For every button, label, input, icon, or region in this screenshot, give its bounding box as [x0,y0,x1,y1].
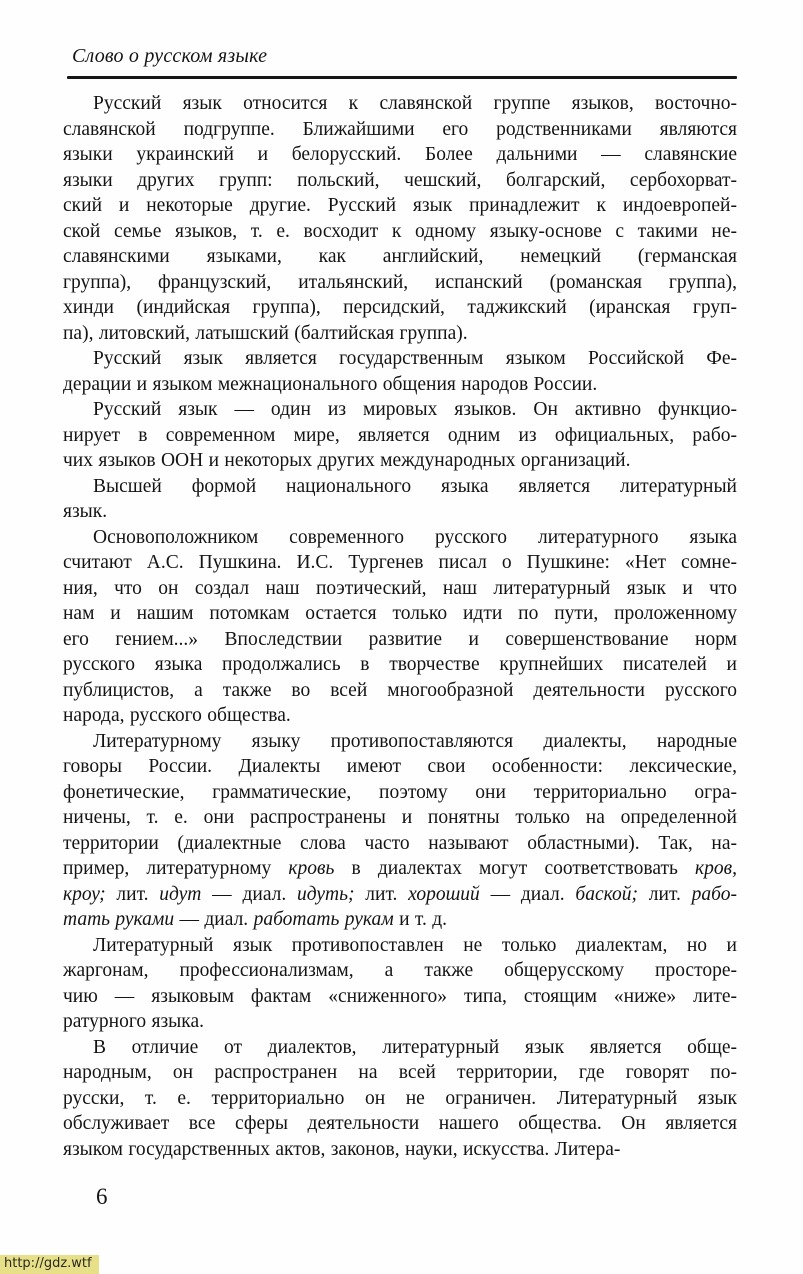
text-line [63,448,737,474]
text-line [63,1035,737,1061]
text-line [63,270,737,296]
text-line [63,168,737,194]
text-line [63,499,737,525]
italic-run: тать руками [63,909,175,930]
italic-run: баской; [575,883,639,905]
text-run: В отличие от диалектов, литературный язык является обще- [93,1036,737,1058]
text-run: чию — языковым фактам «сниженного» типа, стоящим «ниже» лите- [63,985,737,1007]
text-line [63,1009,737,1035]
text-line [63,117,737,143]
text-run: русски, т. е. территориально он не ограничен. Литературный язык [63,1087,737,1109]
text-line [63,295,737,321]
text-run: славянскими языками, как английский, немецкий (германская [63,246,737,267]
italic-run: кровь [288,858,335,879]
italic-run: работать рукам [253,909,394,930]
text-line [63,1111,737,1137]
text-run: — диал. [479,883,576,905]
paragraph [63,1035,737,1163]
text-line [63,193,737,219]
text-run: па), литовский, латышский (балтийская группа). [63,322,468,344]
paragraph [63,933,737,1035]
text-run: Литературному языку противопоставляются диалекты, народные [93,730,737,752]
text-run: ния, что он создал наш поэтический, наш литературный язык и что [63,577,737,599]
text-line [63,550,737,576]
text-line [63,321,737,347]
text-run: нам и нашим потомкам остается только идти по пути, проложенному [63,603,737,624]
text-run: лит. [105,883,160,905]
text-line [63,729,737,755]
paragraph [63,397,737,474]
text-run: пример, литературному [63,858,289,879]
text-run: славянской подгруппе. Ближайшими его родственниками являются [63,118,737,140]
text-run: ничены, т. е. они распространены и понятны только на определенной [63,807,737,828]
text-line [63,142,737,168]
text-run: считают А.С. Пушкина. И.С. Тургенев писал о Пушкине: «Нет сомне- [63,552,737,573]
text-run: дерации и языком межнационального общения народов России. [63,373,598,395]
text-line [63,831,737,857]
paragraph [63,525,737,729]
text-line [63,1137,737,1163]
text-run: языки других групп: польский, чешский, болгарский, сербохорват- [63,169,737,191]
page-number: 6 [96,1184,108,1209]
text-line [63,1060,737,1086]
paragraph [63,91,737,346]
text-line [63,805,737,831]
text-run: чих языков ООН и некоторых других международных организаций. [63,450,631,471]
paragraph [63,346,737,397]
text-run: в диалектах могут соответствовать [334,858,696,879]
text-line [63,933,737,959]
text-line [63,882,737,908]
text-run: Русский язык относится к славянской группе языков, восточно- [93,93,737,114]
text-line [63,1086,737,1112]
text-run: хинди (индийская группа), персидский, таджикский (иранская груп- [63,297,737,318]
page-body [63,91,737,1162]
text-line [63,754,737,780]
italic-run: кроу; [63,883,106,905]
text-run: ский и некоторые другие. Русский язык принадлежит к индоевропей- [63,195,737,216]
text-line [63,372,737,398]
text-line [63,474,737,500]
text-line [63,576,737,602]
text-run: народа, русского общества. [63,705,291,726]
text-line [63,856,737,882]
text-run: лит. [354,883,409,905]
text-run: обслуживает все сферы деятельности нашего общества. Он является [63,1113,737,1134]
text-line [63,958,737,984]
text-run: нирует в современном мире, является одним из официальных, рабо- [63,424,737,446]
text-run: публицистов, а также во всей многообразной деятельности русского [63,679,737,701]
italic-run: идут [159,883,202,905]
text-line [63,397,737,423]
text-run: территории (диалектные слова часто называют областными). Так, на- [63,832,737,854]
text-line [63,780,737,806]
text-line [63,627,737,653]
italic-run: хороший [408,883,480,905]
running-head-title: Слово о русском языке [72,45,268,67]
text-line [63,423,737,449]
text-run: Литературный язык противопоставлен не только диалектам, но и [93,934,737,956]
text-run: языки украинский и белорусский. Более дальними — славянские [63,144,737,165]
text-run: русского языка продолжались в творчестве крупнейших писателей и [63,654,737,675]
text-line [63,525,737,551]
paragraph [63,474,737,525]
text-line [63,652,737,678]
text-run: народным, он распространен на всей территории, где говорят по- [63,1062,737,1083]
watermark-url: http://gdz.wtf [0,1255,99,1274]
text-line [63,91,737,117]
text-run: Высшей формой национального языка является литературный [93,475,737,497]
text-line [63,984,737,1010]
text-line [63,703,737,729]
text-run: говоры России. Диалекты имеют свои особенности: лексические, [63,756,737,777]
text-run: — диал. [174,909,254,930]
header-rule [67,76,737,79]
italic-run: рабо- [691,883,737,905]
text-run: жаргонам, профессионализмам, а также общерусскому просторе- [63,960,737,981]
text-run: — диал. [201,883,298,905]
text-line [63,219,737,245]
text-run: фонетические, грамматические, поэтому они территориально огра- [63,781,737,803]
text-run: и т. д. [393,909,448,930]
text-line [63,678,737,704]
text-run: Русский язык является государственным языком Российской Фе- [93,348,737,369]
text-run: группа), французский, итальянский, испанский (романская группа), [63,271,737,293]
italic-run: кров, [695,858,737,879]
italic-run: идуть; [297,883,355,905]
text-run: языком государственных актов, законов, науки, искусства. Литера- [63,1138,621,1160]
text-run: Русский язык — один из мировых языков. Он активно функцио- [93,399,737,420]
text-line [63,346,737,372]
text-run: ской семье языков, т. е. восходит к одному языку-основе с такими не- [63,220,737,242]
text-run: его гением...» Впоследствии развитие и совершенствование норм [63,628,737,650]
text-run: лит. [638,883,692,905]
text-line [63,601,737,627]
text-line [63,244,737,270]
text-run: Основоположником современного русского литературного языка [93,526,737,548]
paragraph [63,729,737,933]
text-run: язык. [63,501,108,522]
text-run: ратурного языка. [63,1011,204,1032]
text-line [63,907,737,933]
